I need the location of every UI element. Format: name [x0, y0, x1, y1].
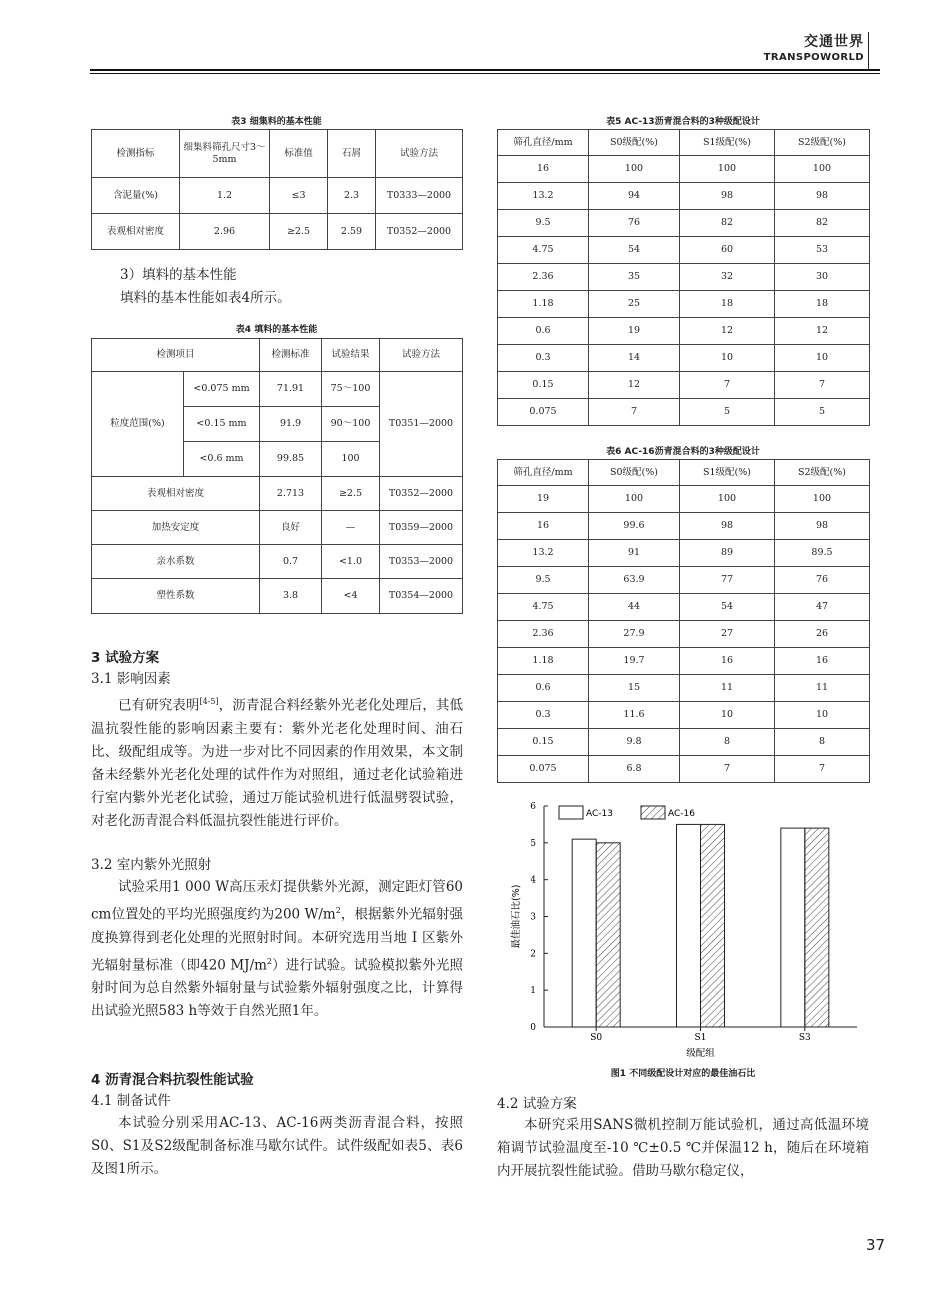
section3-title: 3 试验方案 [91, 650, 160, 666]
table-cell: 26 [775, 621, 870, 648]
table-cell: 1.18 [498, 291, 589, 318]
table4-caption: 表4 填料的基本性能 [235, 325, 318, 335]
y-tick-label: 4 [530, 875, 536, 886]
table-cell: 塑性系数 [92, 579, 260, 614]
table-cell: 7 [775, 372, 870, 399]
table-cell: 98 [775, 183, 870, 210]
table-cell: 13.2 [498, 540, 589, 567]
table6-header: 筛孔直径/mm [498, 460, 589, 486]
table-cell: 0.3 [498, 345, 589, 372]
table-cell: 63.9 [589, 567, 680, 594]
y-tick-label: 3 [530, 912, 536, 923]
table-cell: 30 [775, 264, 870, 291]
table-cell: 19.7 [589, 648, 680, 675]
table-cell: T0353—2000 [380, 545, 463, 579]
x-tick-label: S1 [694, 1033, 707, 1043]
table-cell: ≥2.5 [322, 477, 380, 511]
legend-label: AC-16 [668, 809, 695, 819]
figure1-bar-chart [497, 796, 869, 1081]
table-cell: 7 [680, 372, 775, 399]
table3-header: 检测指标 [92, 130, 180, 178]
table-row [498, 702, 870, 729]
table4-header: 检测项目 [92, 339, 260, 372]
table-cell: 7 [680, 756, 775, 783]
table3-header: 细集料筛孔尺寸3～5mm [180, 130, 270, 178]
table-row [498, 399, 870, 426]
table-cell: 82 [680, 210, 775, 237]
table6-header: S2级配(%) [775, 460, 870, 486]
table-row [498, 183, 870, 210]
table-cell: 10 [680, 702, 775, 729]
table-cell: 2.3 [328, 178, 376, 214]
table-cell: 亲水系数 [92, 545, 260, 579]
table-cell: 3.8 [260, 579, 322, 614]
table-cell: 1.18 [498, 648, 589, 675]
filler-text: 填料的基本性能如表4所示。 [120, 290, 291, 306]
bar-ac-13-s0 [572, 839, 596, 1027]
table-cell: 27.9 [589, 621, 680, 648]
page-number: 37 [866, 1236, 886, 1254]
table-cell: 98 [680, 183, 775, 210]
section3-2-title: 3.2 室内紫外光照射 [91, 857, 212, 873]
table-row [92, 579, 463, 614]
table-cell: 5 [775, 399, 870, 426]
table5-header: S1级配(%) [680, 130, 775, 156]
table-cell: 94 [589, 183, 680, 210]
table-cell: 47 [775, 594, 870, 621]
table-row [92, 545, 463, 579]
table-row [92, 372, 463, 407]
table-cell: 15 [589, 675, 680, 702]
table-row [498, 210, 870, 237]
table-row [498, 237, 870, 264]
table-cell: 75～100 [322, 372, 380, 407]
table-cell: 11 [680, 675, 775, 702]
table-cell: <0.15 mm [184, 407, 260, 442]
table-cell: 100 [680, 156, 775, 183]
table-cell: 10 [775, 702, 870, 729]
table-cell: <4 [322, 579, 380, 614]
table-row [498, 621, 870, 648]
table-cell: 77 [680, 567, 775, 594]
table-cell: 18 [775, 291, 870, 318]
table-cell: 100 [775, 156, 870, 183]
table-cell: 89 [680, 540, 775, 567]
table-cell: 100 [322, 442, 380, 477]
table-cell: 32 [680, 264, 775, 291]
table-row [92, 214, 463, 250]
journal-title-en: TRANSPOWORLD [763, 52, 864, 63]
x-tick-label: S0 [590, 1033, 603, 1043]
table-cell: 91 [589, 540, 680, 567]
legend-swatch [641, 806, 665, 819]
table-cell: 0.6 [498, 318, 589, 345]
section4-title: 4 沥青混合料抗裂性能试验 [91, 1072, 254, 1088]
section3-2-paragraph: 试验采用1 000 W高压汞灯提供紫外光源，测定距灯管60 cm位置处的平均光照强度约为200 $W/m^2$，根据紫外光辐射强度换算得到老化处理的光照射时间。本研究选用当地 Ⅰ 区紫外光辐射量标准（即420 $MJ/m^2$）进行试验。试验模拟紫外光照射时间为总自然紫外辐射量与试验紫外辐射强度之比，计算得出试验光照583 h等效于自然光照1年。 [91, 879, 463, 1019]
table3-header: 标准值 [270, 130, 328, 178]
table-cell: 0.7 [260, 545, 322, 579]
table-cell: 表观相对密度 [92, 214, 180, 250]
table-row [92, 477, 463, 511]
table-cell: 2.36 [498, 264, 589, 291]
table-cell: 6.8 [589, 756, 680, 783]
x-axis-label: 级配组 [686, 1048, 715, 1059]
table-cell: 76 [589, 210, 680, 237]
table6-header: S0级配(%) [589, 460, 680, 486]
table-cell: 12 [775, 318, 870, 345]
table-row [498, 486, 870, 513]
citation: [4-5] [199, 697, 219, 706]
table-cell: 2.96 [180, 214, 270, 250]
table-cell: 8 [680, 729, 775, 756]
table-row [498, 729, 870, 756]
y-tick-label: 5 [530, 838, 536, 849]
table-cell: 18 [680, 291, 775, 318]
filler-heading: 3）填料的基本性能 [120, 267, 237, 283]
table-row [92, 178, 463, 214]
table-cell: 0.15 [498, 372, 589, 399]
table-cell: 0.075 [498, 399, 589, 426]
table-cell: 4.75 [498, 237, 589, 264]
journal-title-cn: 交通世界 [804, 34, 864, 50]
table-cell: 16 [498, 513, 589, 540]
table-cell: 100 [589, 156, 680, 183]
table-cell: 11.6 [589, 702, 680, 729]
y-tick-label: 0 [530, 1023, 536, 1033]
x-tick-label: S3 [798, 1033, 811, 1043]
table-row [92, 511, 463, 545]
table-cell: 27 [680, 621, 775, 648]
table-cell: 19 [498, 486, 589, 513]
table-cell: 10 [680, 345, 775, 372]
table-cell: 10 [775, 345, 870, 372]
table-cell: 16 [775, 648, 870, 675]
table5 [497, 129, 870, 426]
table-row [498, 540, 870, 567]
table-cell: 0.3 [498, 702, 589, 729]
table3-caption: 表3 细集料的基本性能 [231, 117, 322, 127]
table6-header: S1级配(%) [680, 460, 775, 486]
section3-1-title: 3.1 影响因素 [91, 671, 171, 687]
table-cell: 16 [498, 156, 589, 183]
section4-2-paragraph: 本研究采用SANS微机控制万能试验机，通过高低温环境箱调节试验温度至-10 ℃±0.5 ℃并保温12 h，随后在环境箱内开展抗裂性能试验。借助马歇尔稳定仪， [497, 1117, 869, 1179]
table-cell: 54 [680, 594, 775, 621]
table-cell: 9.5 [498, 210, 589, 237]
table-cell: 粒度范围(%) [92, 372, 184, 477]
table3 [91, 129, 463, 250]
table5-header: S2级配(%) [775, 130, 870, 156]
figure1-caption: 图1 不同级配设计对应的最佳油石比 [610, 1069, 756, 1079]
table-row [498, 291, 870, 318]
table-cell: 1.2 [180, 178, 270, 214]
table-cell: 98 [680, 513, 775, 540]
table-cell: <0.075 mm [184, 372, 260, 407]
table-row [498, 156, 870, 183]
table6 [497, 459, 870, 783]
table-cell: 9.5 [498, 567, 589, 594]
table5-header: 筛孔直径/mm [498, 130, 589, 156]
table-cell: 13.2 [498, 183, 589, 210]
section3-1-paragraph: 已有研究表明[4-5]，沥青混合料经紫外光老化处理后，其低温抗裂性能的影响因素主要有：紫外光老化处理时间、油石比、级配组成等。为进一步对比不同因素的作用效果，本文制备未经紫外光老化处理的试件作为对照组，通过老化试验箱进行室内紫外光老化试验，通过万能试验机进行低温劈裂试验，对老化沥青混合料低温抗裂性能进行评价。 [91, 697, 463, 829]
table-row [498, 513, 870, 540]
y-tick-label: 6 [530, 802, 536, 812]
table-cell: 0.6 [498, 675, 589, 702]
header-rule-thin [90, 73, 880, 74]
table-cell: <1.0 [322, 545, 380, 579]
table-cell: <0.6 mm [184, 442, 260, 477]
table-row [498, 756, 870, 783]
table5-caption: 表5 AC-13沥青混合料的3种级配设计 [606, 117, 760, 127]
y-tick-label: 1 [530, 986, 536, 997]
table-cell: 7 [589, 399, 680, 426]
table4-header: 检测标准 [260, 339, 322, 372]
table-cell: 4.75 [498, 594, 589, 621]
table-cell: 2.36 [498, 621, 589, 648]
table-cell: 100 [775, 486, 870, 513]
table-cell: ≥2.5 [270, 214, 328, 250]
table-cell: 良好 [260, 511, 322, 545]
table-cell: 14 [589, 345, 680, 372]
table-cell: 含泥量(%) [92, 178, 180, 214]
table5-header: S0级配(%) [589, 130, 680, 156]
table-cell: 12 [589, 372, 680, 399]
table-row [498, 318, 870, 345]
table-cell: 44 [589, 594, 680, 621]
bar-ac-13-s3 [781, 828, 805, 1027]
table-cell: 表观相对密度 [92, 477, 260, 511]
table4-header: 试验方法 [380, 339, 463, 372]
section4-2-title: 4.2 试验方案 [497, 1096, 577, 1112]
section4-1-title: 4.1 制备试件 [91, 1093, 171, 1109]
table-cell: 99.85 [260, 442, 322, 477]
table-row [498, 345, 870, 372]
table-cell: 90～100 [322, 407, 380, 442]
table-cell: 8 [775, 729, 870, 756]
table-cell: 91.9 [260, 407, 322, 442]
table-cell: 100 [589, 486, 680, 513]
bar-ac-16-s0 [596, 843, 620, 1027]
table3-header: 石屑 [328, 130, 376, 178]
header-rule [90, 69, 880, 71]
bar-ac-16-s3 [805, 828, 829, 1027]
table-cell: 2.713 [260, 477, 322, 511]
table-cell: 89.5 [775, 540, 870, 567]
table-cell: 16 [680, 648, 775, 675]
table-cell: 12 [680, 318, 775, 345]
table-cell: 2.59 [328, 214, 376, 250]
table-cell: 7 [775, 756, 870, 783]
header-divider [868, 32, 869, 70]
table-cell: 加热安定度 [92, 511, 260, 545]
table4 [91, 338, 463, 614]
legend-label: AC-13 [586, 809, 613, 819]
table-cell: 0.15 [498, 729, 589, 756]
table-row [498, 264, 870, 291]
table-cell: — [322, 511, 380, 545]
table-cell: T0354—2000 [380, 579, 463, 614]
table-row [498, 594, 870, 621]
y-axis-label: 最佳油石比(%) [511, 884, 522, 949]
table-cell: 53 [775, 237, 870, 264]
table-cell: T0351—2000 [380, 372, 463, 477]
table-cell: 19 [589, 318, 680, 345]
table4-header: 试验结果 [322, 339, 380, 372]
table-cell: ≤3 [270, 178, 328, 214]
table-cell: T0352—2000 [376, 214, 463, 250]
table-cell: 82 [775, 210, 870, 237]
table3-header: 试验方法 [376, 130, 463, 178]
table-cell: 11 [775, 675, 870, 702]
table-row [498, 372, 870, 399]
table-cell: 54 [589, 237, 680, 264]
table-cell: 9.8 [589, 729, 680, 756]
table-row [498, 567, 870, 594]
legend-swatch [559, 806, 583, 819]
table-cell: 60 [680, 237, 775, 264]
table-cell: T0359—2000 [380, 511, 463, 545]
table-cell: 25 [589, 291, 680, 318]
table6-caption: 表6 AC-16沥青混合料的3种级配设计 [606, 447, 760, 457]
table-cell: 98 [775, 513, 870, 540]
bar-ac-13-s1 [677, 824, 701, 1027]
table-cell: 35 [589, 264, 680, 291]
table-cell: 0.075 [498, 756, 589, 783]
table-row [498, 648, 870, 675]
table-cell: T0333—2000 [376, 178, 463, 214]
table-cell: 76 [775, 567, 870, 594]
section4-1-paragraph: 本试验分别采用AC-13、AC-16两类沥青混合料，按照S0、S1及S2级配制备标准马歇尔试件。试件级配如表5、表6及图1所示。 [91, 1115, 463, 1177]
y-tick-label: 2 [530, 949, 536, 960]
table-cell: T0352—2000 [380, 477, 463, 511]
table-row [498, 675, 870, 702]
table-cell: 71.91 [260, 372, 322, 407]
table-cell: 99.6 [589, 513, 680, 540]
bar-ac-16-s1 [701, 824, 725, 1027]
table-cell: 100 [680, 486, 775, 513]
table-cell: 5 [680, 399, 775, 426]
